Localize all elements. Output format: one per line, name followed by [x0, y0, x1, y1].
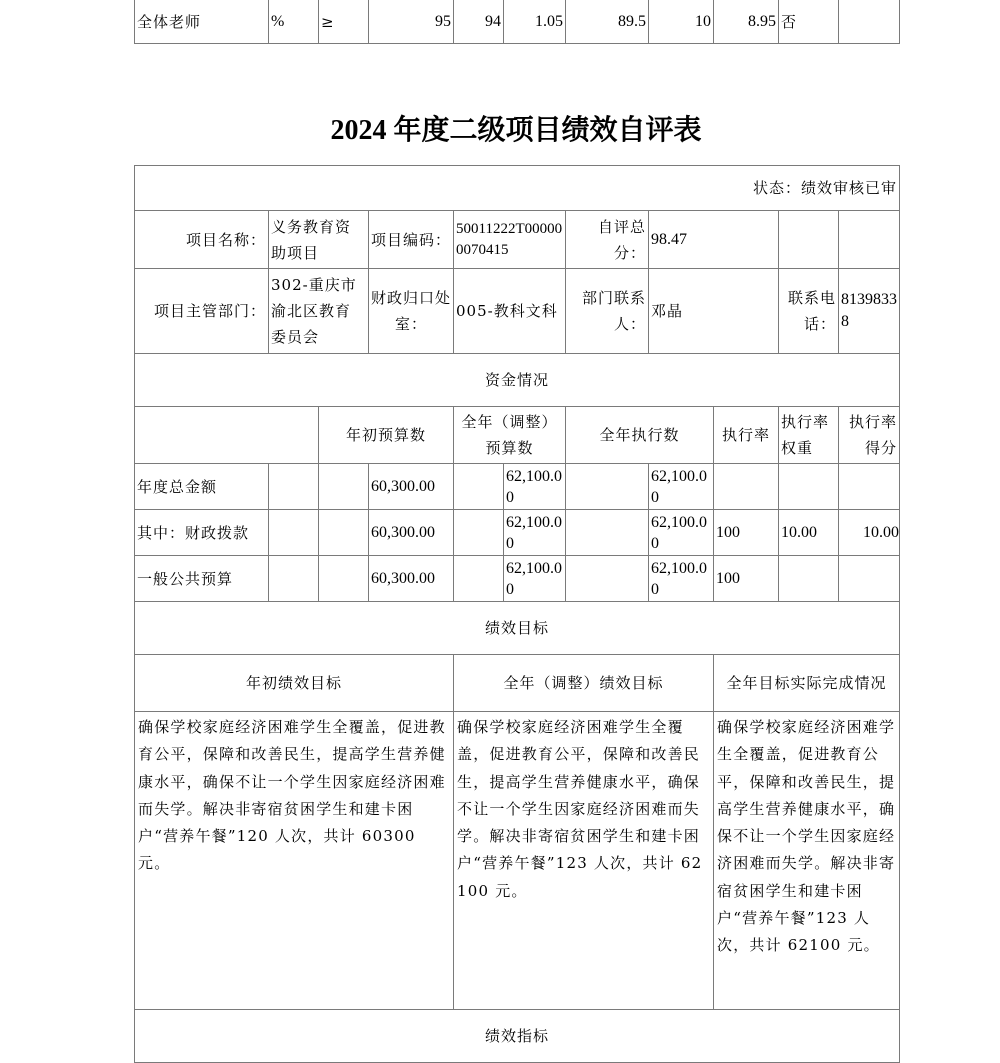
- self-evaluation-table: [134, 165, 900, 1063]
- phone-value: 81398338: [839, 269, 900, 354]
- funds-row: [135, 464, 900, 510]
- funds-row: [135, 556, 900, 602]
- indicator-percent: 89.5: [566, 0, 649, 44]
- finance-office-label: 财政归口处室：: [369, 269, 454, 354]
- empty-cell: [454, 510, 504, 556]
- funds-rate: 100: [714, 556, 779, 602]
- self-score-value: 98.47: [649, 211, 779, 269]
- empty-cell: [319, 556, 369, 602]
- empty-cell: [269, 464, 319, 510]
- empty-cell: [566, 510, 649, 556]
- funds-executed: 62,100.00: [649, 510, 714, 556]
- empty-cell: [566, 464, 649, 510]
- funds-initial: 60,300.00: [369, 464, 454, 510]
- status-badge: 状态：绩效审核已审: [135, 166, 900, 211]
- funds-adjusted: 62,100.00: [504, 556, 566, 602]
- funds-header-weight: 执行率权重: [779, 407, 839, 464]
- goals-header-actual: 全年目标实际完成情况: [714, 655, 900, 712]
- indicator-row: [135, 0, 900, 44]
- funds-initial: 60,300.00: [369, 510, 454, 556]
- funds-header-adjusted: 全年（调整）预算数: [454, 407, 566, 464]
- goals-section-title: 绩效目标: [135, 602, 900, 655]
- empty-cell: [319, 464, 369, 510]
- funds-score: [839, 556, 900, 602]
- indicator-actual: 94: [454, 0, 504, 44]
- phone-label: 联系电话：: [779, 269, 839, 354]
- indicator-name: 全体老师: [135, 0, 269, 44]
- funds-header-score: 执行率得分: [839, 407, 900, 464]
- empty-cell: [454, 556, 504, 602]
- finance-office-value: 005-教科文科: [454, 269, 566, 354]
- page-title: 2024 年度二级项目绩效自评表: [330, 115, 702, 146]
- indicator-flag: 否: [779, 0, 839, 44]
- empty-cell: [839, 211, 900, 269]
- dept-value: 302-重庆市渝北区教育委员会: [269, 269, 369, 354]
- goals-header-adjusted: 全年（调整）绩效目标: [454, 655, 714, 712]
- goals-header-initial: 年初绩效目标: [135, 655, 454, 712]
- indicators-section-title: 绩效指标: [135, 1010, 900, 1063]
- indicator-target: 95: [369, 0, 454, 44]
- funds-header-rate: 执行率: [714, 407, 779, 464]
- funds-header-blank: [135, 407, 319, 464]
- funds-section-title: 资金情况: [135, 354, 900, 407]
- project-name-label: 项目名称：: [135, 211, 269, 269]
- funds-header-initial: 年初预算数: [319, 407, 454, 464]
- funds-executed: 62,100.00: [649, 464, 714, 510]
- indicator-operator: ≥: [319, 0, 369, 44]
- project-code-label: 项目编码：: [369, 211, 454, 269]
- funds-header-executed: 全年执行数: [566, 407, 714, 464]
- empty-cell: [319, 510, 369, 556]
- funds-score: 10.00: [839, 510, 900, 556]
- empty-cell: [454, 464, 504, 510]
- funds-adjusted: 62,100.00: [504, 510, 566, 556]
- goals-actual-text: 确保学校家庭经济困难学生全覆盖，促进教育公平，保障和改善民生，提高学生营养健康水平，确保不让一个学生因家庭经济困难而失学。解决非寄宿贫困学生和建卡困户“营养午餐”123 人次，共计 62100 元。: [714, 712, 900, 1010]
- funds-rate: 100: [714, 510, 779, 556]
- indicator-score: 8.95: [714, 0, 779, 44]
- funds-executed: 62,100.00: [649, 556, 714, 602]
- contact-label: 部门联系人：: [566, 269, 649, 354]
- indicator-weight: 10: [649, 0, 714, 44]
- funds-weight: [779, 464, 839, 510]
- funds-row-label: 其中：财政拨款: [135, 510, 269, 556]
- funds-initial: 60,300.00: [369, 556, 454, 602]
- funds-weight: [779, 556, 839, 602]
- goals-initial-text: 确保学校家庭经济困难学生全覆盖，促进教育公平，保障和改善民生，提高学生营养健康水平，确保不让一个学生因家庭经济困难而失学。解决非寄宿贫困学生和建卡困户“营养午餐”120 人次，共计 60300 元。: [135, 712, 454, 1010]
- funds-weight: 10.00: [779, 510, 839, 556]
- funds-rate: [714, 464, 779, 510]
- goals-adjusted-text: 确保学校家庭经济困难学生全覆盖，促进教育公平，保障和改善民生，提高学生营养健康水平，确保不让一个学生因家庭经济困难而失学。解决非寄宿贫困学生和建卡困户“营养午餐”123 人次，共计 62100 元。: [454, 712, 714, 1010]
- previous-indicator-table: [134, 0, 900, 44]
- empty-cell: [566, 556, 649, 602]
- indicator-remark: [839, 0, 900, 44]
- indicator-ratio: 1.05: [504, 0, 566, 44]
- funds-score: [839, 464, 900, 510]
- project-code-value: 50011222T000000070415: [454, 211, 566, 269]
- contact-value: 邓晶: [649, 269, 779, 354]
- empty-cell: [779, 211, 839, 269]
- empty-cell: [269, 510, 319, 556]
- funds-row: [135, 510, 900, 556]
- indicator-unit: %: [269, 0, 319, 44]
- funds-adjusted: 62,100.00: [504, 464, 566, 510]
- funds-row-label: 一般公共预算: [135, 556, 269, 602]
- funds-row-label: 年度总金额: [135, 464, 269, 510]
- dept-label: 项目主管部门：: [135, 269, 269, 354]
- empty-cell: [269, 556, 319, 602]
- self-score-label: 自评总分：: [566, 211, 649, 269]
- project-name-value: 义务教育资助项目: [269, 211, 369, 269]
